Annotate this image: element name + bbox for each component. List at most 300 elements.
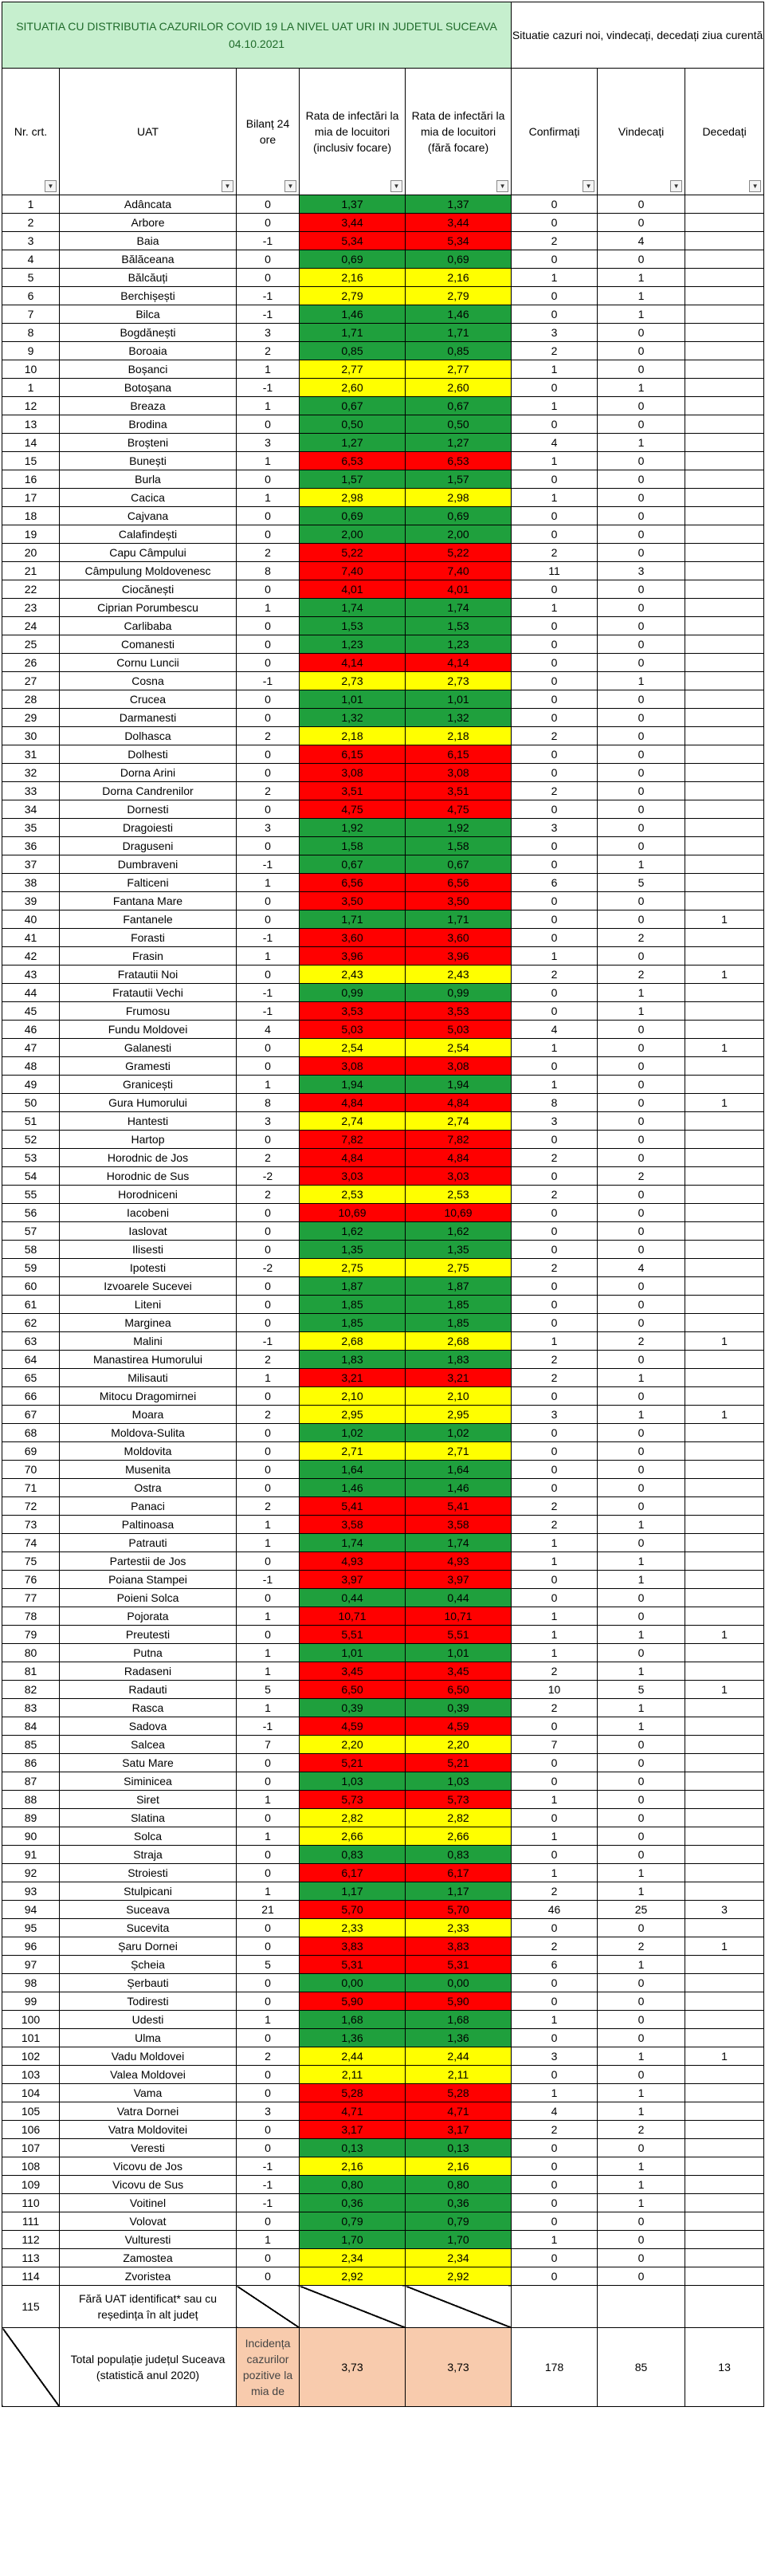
cell-confirmati: 0	[512, 1992, 598, 2011]
cell-bilant: 0	[237, 764, 300, 782]
cell-empty	[598, 2286, 685, 2328]
cell-rate-inclusiv: 1,71	[300, 910, 406, 929]
cell-bilant: 1	[237, 1076, 300, 1094]
cell-confirmati: 0	[512, 855, 598, 874]
table-row	[2, 1919, 764, 1937]
cell-rate-inclusiv: 0,67	[300, 397, 406, 415]
filter-dropdown-icon[interactable]: ▼	[222, 180, 233, 192]
cell-confirmati: 0	[512, 1461, 598, 1479]
cell-nr: 64	[2, 1351, 60, 1369]
cell-uat: Dorna Arini	[60, 764, 237, 782]
cell-bilant: 0	[237, 525, 300, 544]
cell-nr: 25	[2, 635, 60, 654]
cell-rate-inclusiv: 0,00	[300, 1974, 406, 1992]
filter-dropdown-icon[interactable]: ▼	[390, 180, 402, 192]
table-row	[2, 1296, 764, 1314]
cell-nr: 7	[2, 305, 60, 324]
cell-rate-fara: 3,53	[406, 1002, 512, 1021]
cell-nr: 34	[2, 800, 60, 819]
cell-nr: 88	[2, 1791, 60, 1809]
cell-bilant: 0	[237, 1296, 300, 1314]
cell-decedati	[685, 984, 764, 1002]
cell-rate-fara: 0,85	[406, 342, 512, 360]
cell-uat: Dorna Candrenilor	[60, 782, 237, 800]
cell-rate-inclusiv: 7,40	[300, 562, 406, 580]
cell-rate-fara: 1,35	[406, 1241, 512, 1259]
cell-rate-inclusiv: 2,95	[300, 1406, 406, 1424]
cell-decedati	[685, 1057, 764, 1076]
cell-uat: Broșteni	[60, 434, 237, 452]
cell-rate-fara: 3,96	[406, 947, 512, 966]
cell-bilant: 0	[237, 1754, 300, 1772]
cell-uat: Moldovita	[60, 1442, 237, 1461]
cell-vindecati: 3	[598, 562, 685, 580]
cell-vindecati: 1	[598, 1717, 685, 1736]
cell-bilant: 0	[237, 1131, 300, 1149]
table-row	[2, 745, 764, 764]
cell-rate-inclusiv: 1,17	[300, 1882, 406, 1901]
cell-uat: Horodnic de Sus	[60, 1167, 237, 1186]
cell-confirmati: 0	[512, 1589, 598, 1607]
table-row	[2, 214, 764, 232]
table-row	[2, 1057, 764, 1076]
cell-decedati	[685, 672, 764, 690]
cell-nr: 99	[2, 1992, 60, 2011]
cell-decedati	[685, 434, 764, 452]
filter-dropdown-icon[interactable]: ▼	[670, 180, 682, 192]
cell-bilant: -1	[237, 1332, 300, 1351]
filter-dropdown-icon[interactable]: ▼	[45, 180, 57, 192]
cell-uat: Fratautii Vechi	[60, 984, 237, 1002]
header-decedati-label: Decedați	[702, 125, 747, 138]
cell-vindecati: 0	[598, 397, 685, 415]
cell-uat: Vadu Moldovei	[60, 2047, 237, 2066]
cell-confirmati: 1	[512, 1791, 598, 1809]
cell-confirmati: 3	[512, 324, 598, 342]
cell-rate-inclusiv: 2,77	[300, 360, 406, 379]
cell-rate-inclusiv: 4,01	[300, 580, 406, 599]
cell-uat: Horodnic de Jos	[60, 1149, 237, 1167]
table-row	[2, 2047, 764, 2066]
cell-vindecati: 2	[598, 929, 685, 947]
cell-nr: 33	[2, 782, 60, 800]
cell-confirmati: 0	[512, 1314, 598, 1332]
cell-nr: 82	[2, 1681, 60, 1699]
cell-rate-fara: 4,59	[406, 1717, 512, 1736]
cell-vindecati: 0	[598, 1277, 685, 1296]
cell-bilant: 8	[237, 562, 300, 580]
cell-rate-inclusiv: 3,21	[300, 1369, 406, 1387]
cell-nr: 44	[2, 984, 60, 1002]
cell-nr: 27	[2, 672, 60, 690]
cell-rate-fara: 3,50	[406, 892, 512, 910]
cell-confirmati: 0	[512, 1131, 598, 1149]
cell-rate-fara: 6,17	[406, 1864, 512, 1882]
table-row	[2, 1406, 764, 1424]
cell-rate-fara: 3,60	[406, 929, 512, 947]
cell-rate-inclusiv: 2,82	[300, 1809, 406, 1827]
cell-vindecati: 0	[598, 2139, 685, 2157]
cell-confirmati: 2	[512, 1186, 598, 1204]
cell-rate-inclusiv: 5,90	[300, 1992, 406, 2011]
cell-rate-fara: 5,34	[406, 232, 512, 250]
header-nr-crt	[2, 69, 60, 195]
cell-uat: Partestii de Jos	[60, 1552, 237, 1571]
cell-rate-inclusiv: 1,62	[300, 1222, 406, 1241]
cell-confirmati: 8	[512, 1094, 598, 1112]
table-row	[2, 2231, 764, 2249]
cell-rate-inclusiv: 1,57	[300, 470, 406, 489]
cell-bilant: 1	[237, 1516, 300, 1534]
filter-dropdown-icon[interactable]: ▼	[496, 180, 508, 192]
cell-decedati	[685, 1369, 764, 1387]
cell-rate-fara: 1,37	[406, 195, 512, 214]
cell-rate-fara: 0,44	[406, 1589, 512, 1607]
cell-vindecati: 1	[598, 984, 685, 1002]
cell-confirmati: 0	[512, 2157, 598, 2176]
cell-bilant: 0	[237, 709, 300, 727]
cell-decedati	[685, 1479, 764, 1497]
cell-vindecati: 0	[598, 1076, 685, 1094]
cell-rate-fara: 2,20	[406, 1736, 512, 1754]
cell-nr: 14	[2, 434, 60, 452]
cell-confirmati: 0	[512, 1167, 598, 1186]
table-row	[2, 1626, 764, 1644]
cell-uat: Satu Mare	[60, 1754, 237, 1772]
cell-rate-inclusiv: 1,64	[300, 1461, 406, 1479]
cell-bilant: 3	[237, 819, 300, 837]
cell-confirmati: 2	[512, 544, 598, 562]
cell-nr: 47	[2, 1039, 60, 1057]
table-row	[2, 966, 764, 984]
cell-uat: Fratautii Noi	[60, 966, 237, 984]
cell-decedati	[685, 1607, 764, 1626]
cell-rate-fara: 3,58	[406, 1516, 512, 1534]
cell-rate-fara: 2,74	[406, 1112, 512, 1131]
cell-rate-inclusiv: 4,71	[300, 2102, 406, 2121]
cell-rate-inclusiv: 1,87	[300, 1277, 406, 1296]
table-row	[2, 1002, 764, 1021]
table-row	[2, 2176, 764, 2194]
cell-vindecati: 0	[598, 892, 685, 910]
cell-confirmati: 0	[512, 2176, 598, 2194]
table-row	[2, 2066, 764, 2084]
cell-uat: Fantanele	[60, 910, 237, 929]
cell-bilant: 1	[237, 947, 300, 966]
cell-decedati	[685, 1241, 764, 1259]
cell-nr: 48	[2, 1057, 60, 1076]
cell-rate-inclusiv: 0,83	[300, 1846, 406, 1864]
total-decedati: 13	[685, 2328, 764, 2407]
cell-confirmati: 0	[512, 2194, 598, 2212]
table-row	[2, 929, 764, 947]
cell-rate-fara: 4,84	[406, 1094, 512, 1112]
cell-uat: Boșanci	[60, 360, 237, 379]
table-row	[2, 782, 764, 800]
header-uat	[60, 69, 237, 195]
table-row	[2, 1937, 764, 1956]
cell-vindecati: 1	[598, 269, 685, 287]
cell-vindecati: 0	[598, 2249, 685, 2267]
cell-bilant: 1	[237, 489, 300, 507]
cell-uat: Volovat	[60, 2212, 237, 2231]
cell-rate-inclusiv: 2,00	[300, 525, 406, 544]
cell-decedati	[685, 287, 764, 305]
cell-nr: 6	[2, 287, 60, 305]
cell-confirmati: 0	[512, 800, 598, 819]
cell-uat: Granicești	[60, 1076, 237, 1094]
table-row	[2, 617, 764, 635]
cell-rate-inclusiv: 4,75	[300, 800, 406, 819]
cell-vindecati: 1	[598, 1956, 685, 1974]
cell-decedati	[685, 1827, 764, 1846]
cell-confirmati: 0	[512, 764, 598, 782]
cell-bilant: -1	[237, 855, 300, 874]
cell-rate-inclusiv: 2,44	[300, 2047, 406, 2066]
cell-uat: Șaru Dornei	[60, 1937, 237, 1956]
cell-bilant: 3	[237, 2102, 300, 2121]
cell-decedati	[685, 1516, 764, 1534]
cell-decedati	[685, 599, 764, 617]
table-row	[2, 1387, 764, 1406]
cell-rate-inclusiv: 1,01	[300, 690, 406, 709]
header-rata-incl-label: Rata de infectări la mia de locuitori (inclusiv focare)	[305, 109, 399, 154]
cell-nr: 43	[2, 966, 60, 984]
cell-confirmati: 2	[512, 1937, 598, 1956]
cell-bilant: 1	[237, 360, 300, 379]
cell-rate-inclusiv: 2,74	[300, 1112, 406, 1131]
cell-rate-inclusiv: 3,97	[300, 1571, 406, 1589]
cell-rate-inclusiv: 2,43	[300, 966, 406, 984]
cell-confirmati: 11	[512, 562, 598, 580]
cell-bilant: 0	[237, 1846, 300, 1864]
cell-decedati	[685, 562, 764, 580]
cell-confirmati: 0	[512, 507, 598, 525]
cell-uat: Iacobeni	[60, 1204, 237, 1222]
cell-bilant: 0	[237, 214, 300, 232]
cell-decedati	[685, 397, 764, 415]
cell-vindecati: 2	[598, 966, 685, 984]
cell-confirmati: 2	[512, 1497, 598, 1516]
table-row	[2, 984, 764, 1002]
cell-rate-inclusiv: 1,36	[300, 2029, 406, 2047]
cell-rate-inclusiv: 4,59	[300, 1717, 406, 1736]
cell-uat: Vatra Moldovitei	[60, 2121, 237, 2139]
cell-decedati	[685, 1222, 764, 1241]
cell-uat: Manastirea Humorului	[60, 1351, 237, 1369]
cell-decedati: 1	[685, 1094, 764, 1112]
cell-nr: 19	[2, 525, 60, 544]
cell-decedati	[685, 2157, 764, 2176]
cell-vindecati: 2	[598, 1167, 685, 1186]
cell-rate-fara: 1,53	[406, 617, 512, 635]
cell-confirmati: 0	[512, 2066, 598, 2084]
cell-nr: 70	[2, 1461, 60, 1479]
cell-rate-inclusiv: 3,03	[300, 1167, 406, 1186]
cell-rate-inclusiv: 2,53	[300, 1186, 406, 1204]
cell-rate-inclusiv: 1,85	[300, 1296, 406, 1314]
cell-rate-fara: 0,00	[406, 1974, 512, 1992]
table-row	[2, 379, 764, 397]
cell-rate-inclusiv: 0,69	[300, 507, 406, 525]
cell-decedati: 1	[685, 1039, 764, 1057]
cell-bilant: -1	[237, 379, 300, 397]
cell-nr: 75	[2, 1552, 60, 1571]
cell-nr: 3	[2, 232, 60, 250]
table-row	[2, 635, 764, 654]
cell-rate-fara: 1,46	[406, 1479, 512, 1497]
cell-vindecati: 0	[598, 727, 685, 745]
cell-uat: Hartop	[60, 1131, 237, 1149]
cell-confirmati: 0	[512, 617, 598, 635]
cell-confirmati: 0	[512, 892, 598, 910]
cell-vindecati: 0	[598, 1021, 685, 1039]
cell-uat: Fundu Moldovei	[60, 1021, 237, 1039]
cell-uat: Veresti	[60, 2139, 237, 2157]
cell-uat: Poiana Stampei	[60, 1571, 237, 1589]
cell-rate-fara: 3,21	[406, 1369, 512, 1387]
filter-dropdown-icon[interactable]: ▼	[284, 180, 296, 192]
cell-nr: 106	[2, 2121, 60, 2139]
cell-bilant: 0	[237, 2139, 300, 2157]
cell-confirmati: 1	[512, 1039, 598, 1057]
cell-confirmati: 0	[512, 1772, 598, 1791]
cell-uat: Bălăceana	[60, 250, 237, 269]
cell-decedati	[685, 1186, 764, 1204]
cell-vindecati: 0	[598, 1461, 685, 1479]
cell-decedati	[685, 507, 764, 525]
cell-vindecati: 0	[598, 764, 685, 782]
cell-rate-inclusiv: 2,73	[300, 672, 406, 690]
cell-decedati: 1	[685, 1406, 764, 1424]
cell-rate-inclusiv: 6,15	[300, 745, 406, 764]
cell-nr: 111	[2, 2212, 60, 2231]
cell-decedati	[685, 855, 764, 874]
cell-rate-inclusiv: 4,84	[300, 1094, 406, 1112]
cell-confirmati: 3	[512, 819, 598, 837]
table-row	[2, 1827, 764, 1846]
cell-rate-inclusiv: 4,84	[300, 1149, 406, 1167]
table-row	[2, 1314, 764, 1332]
table-row	[2, 2212, 764, 2231]
cell-bilant: 2	[237, 1351, 300, 1369]
table-row	[2, 434, 764, 452]
cell-vindecati: 1	[598, 434, 685, 452]
table-row	[2, 672, 764, 690]
cell-vindecati: 1	[598, 1571, 685, 1589]
cell-vindecati: 0	[598, 324, 685, 342]
cell-uat: Vama	[60, 2084, 237, 2102]
cell-decedati	[685, 1167, 764, 1186]
cell-decedati	[685, 1736, 764, 1754]
cell-decedati	[685, 1791, 764, 1809]
cell-bilant: 2	[237, 2047, 300, 2066]
cell-rate-inclusiv: 5,31	[300, 1956, 406, 1974]
filter-dropdown-icon[interactable]: ▼	[583, 180, 594, 192]
cell-decedati	[685, 1534, 764, 1552]
total-rate-inclusiv: 3,73	[300, 2328, 406, 2407]
cell-uat: Moara	[60, 1406, 237, 1424]
cell-vindecati: 0	[598, 1057, 685, 1076]
cell-vindecati: 0	[598, 1497, 685, 1516]
cell-bilant: 0	[237, 195, 300, 214]
cell-decedati	[685, 1387, 764, 1406]
cell-nr: 83	[2, 1699, 60, 1717]
cell-uat: Bunești	[60, 452, 237, 470]
cell-confirmati: 1	[512, 269, 598, 287]
cell-rate-fara: 1,17	[406, 1882, 512, 1901]
cell-bilant: 0	[237, 580, 300, 599]
cell-bilant: -2	[237, 1167, 300, 1186]
cell-confirmati: 1	[512, 452, 598, 470]
cell-decedati	[685, 819, 764, 837]
cell-decedati	[685, 1442, 764, 1461]
cell-vindecati: 0	[598, 1149, 685, 1167]
cell-rate-fara: 1,68	[406, 2011, 512, 2029]
cell-rate-inclusiv: 5,70	[300, 1901, 406, 1919]
cell-decedati	[685, 1662, 764, 1681]
cell-bilant: 0	[237, 1222, 300, 1241]
cell-rate-fara: 1,01	[406, 1644, 512, 1662]
cell-bilant: 0	[237, 745, 300, 764]
cell-confirmati: 0	[512, 1296, 598, 1314]
cell-rate-fara: 0,80	[406, 2176, 512, 2194]
cell-uat: Capu Câmpului	[60, 544, 237, 562]
cell-bilant: 0	[237, 1589, 300, 1607]
cell-vindecati: 0	[598, 360, 685, 379]
cell-nr: 74	[2, 1534, 60, 1552]
cell-nr: 55	[2, 1186, 60, 1204]
cell-nr: 93	[2, 1882, 60, 1901]
cell-uat: Rasca	[60, 1699, 237, 1717]
cell-rate-fara: 2,33	[406, 1919, 512, 1937]
cell-uat: Dragoiesti	[60, 819, 237, 837]
cell-vindecati: 0	[598, 2212, 685, 2231]
table-row	[2, 1809, 764, 1827]
cell-rate-inclusiv: 6,17	[300, 1864, 406, 1882]
cell-vindecati: 0	[598, 1387, 685, 1406]
cell-rate-fara: 1,64	[406, 1461, 512, 1479]
cell-bilant: 0	[237, 1626, 300, 1644]
cell-decedati	[685, 1974, 764, 1992]
cell-rate-fara: 5,21	[406, 1754, 512, 1772]
cell-decedati	[685, 1864, 764, 1882]
cell-rate-inclusiv: 3,44	[300, 214, 406, 232]
cell-nr: 63	[2, 1332, 60, 1351]
cell-vindecati: 0	[598, 507, 685, 525]
cell-rate-inclusiv: 0,39	[300, 1699, 406, 1717]
cell-rate-inclusiv: 1,32	[300, 709, 406, 727]
cell-confirmati: 4	[512, 2102, 598, 2121]
table-row	[2, 1186, 764, 1204]
cell-rate-inclusiv: 1,58	[300, 837, 406, 855]
cell-vindecati: 0	[598, 2066, 685, 2084]
cell-rate-inclusiv: 5,21	[300, 1754, 406, 1772]
cell-rate-inclusiv: 3,53	[300, 1002, 406, 1021]
cell-confirmati: 7	[512, 1736, 598, 1754]
cell-rate-fara: 5,03	[406, 1021, 512, 1039]
table-row	[2, 1846, 764, 1864]
cell-bilant: 2	[237, 544, 300, 562]
cell-uat: Șcheia	[60, 1956, 237, 1974]
filter-dropdown-icon[interactable]: ▼	[749, 180, 761, 192]
cell-uat: Paltinoasa	[60, 1516, 237, 1534]
cell-decedati	[685, 745, 764, 764]
table-row	[2, 250, 764, 269]
cell-uat: Carlibaba	[60, 617, 237, 635]
header-bilant	[237, 69, 300, 195]
cell-decedati	[685, 1296, 764, 1314]
